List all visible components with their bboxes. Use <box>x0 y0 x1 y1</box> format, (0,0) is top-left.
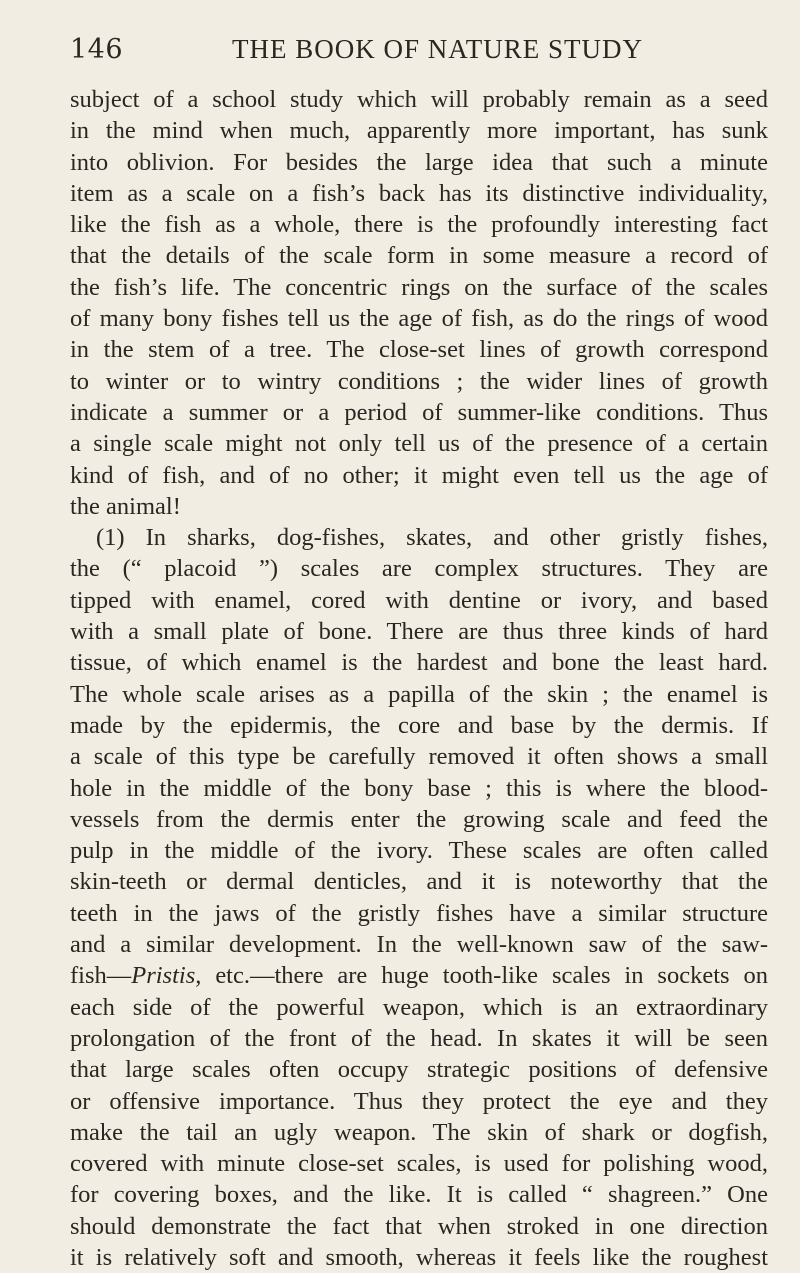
text-line: a scale of this type be carefully removed it often shows a small <box>70 743 768 771</box>
text-line: tipped with enamel, cored with dentine or ivory, and based <box>70 586 768 614</box>
page-number: 146 <box>70 34 124 65</box>
text-line: teeth in the jaws of the gristly fishes have a similar structure <box>70 899 768 927</box>
text-line: the (“ placoid ”) scales are complex structures. They are <box>70 555 768 583</box>
text-line: skin-teeth or dermal denticles, and it is noteworthy that the <box>70 868 768 896</box>
text-line: or offensive importance. Thus they protect the eye and they <box>70 1087 768 1115</box>
text-line: in the mind when much, apparently more important, has sunk <box>70 117 768 145</box>
text-line: it is relatively soft and smooth, whereas it feels like the roughest <box>70 1243 768 1271</box>
text-line: hole in the middle of the bony base ; this is where the blood- <box>70 774 768 802</box>
text-line: the animal! <box>70 492 181 520</box>
text-line: item as a scale on a fish’s back has its distinctive individuality, <box>70 179 768 207</box>
page-header <box>70 34 770 74</box>
text-line: make the tail an ugly weapon. The skin of shark or dogfish, <box>70 1118 768 1146</box>
text-line: for covering boxes, and the like. It is called “ shagreen.” One <box>70 1181 768 1209</box>
running-title: THE BOOK OF NATURE STUDY <box>232 34 644 64</box>
text-line: kind of fish, and of no other; it might even tell us the age of <box>70 461 768 489</box>
text-line: pulp in the middle of the ivory. These scales are often called <box>70 837 768 865</box>
text-line: like the fish as a whole, there is the profoundly interesting fact <box>70 211 768 239</box>
text-line: each side of the powerful weapon, which is an extraordinary <box>70 993 768 1021</box>
text-line: in the stem of a tree. The close-set lines of growth correspond <box>70 336 768 364</box>
genus-name-italic: Pristis, <box>131 962 202 990</box>
text-line: into oblivion. For besides the large idea that such a minute <box>70 148 768 176</box>
text-line: prolongation of the front of the head. In skates it will be seen <box>70 1024 768 1052</box>
text-line: (1) In sharks, dog-fishes, skates, and other gristly fishes, <box>96 524 768 552</box>
text-line: of many bony fishes tell us the age of fish, as do the rings of wood <box>70 305 768 333</box>
text-line: tissue, of which enamel is the hardest and bone the least hard. <box>70 649 768 677</box>
text-line: that large scales often occupy strategic positions of defensive <box>70 1056 768 1084</box>
text-line: vessels from the dermis enter the growing scale and feed the <box>70 805 768 833</box>
text-line: a single scale might not only tell us of the presence of a certain <box>70 430 768 458</box>
text-line: the fish’s life. The concentric rings on the surface of the scales <box>70 273 768 301</box>
body-text <box>70 84 768 1273</box>
text-line: The whole scale arises as a papilla of the skin ; the enamel is <box>70 680 768 708</box>
text-fragment: fish— <box>70 962 132 990</box>
text-line: should demonstrate the fact that when stroked in one direction <box>70 1212 768 1240</box>
text-line: indicate a summer or a period of summer-like conditions. Thus <box>70 398 768 426</box>
text-line: covered with minute close-set scales, is used for polishing wood, <box>70 1150 768 1178</box>
text-line: with a small plate of bone. There are thus three kinds of hard <box>70 618 768 646</box>
text-line-pristis <box>70 960 768 991</box>
text-line: subject of a school study which will probably remain as a seed <box>70 86 768 113</box>
text-fragment: etc.—there are huge tooth-like scales in sockets on <box>201 962 768 990</box>
text-line: made by the epidermis, the core and base by the dermis. If <box>70 711 768 739</box>
text-line: to winter or to wintry conditions ; the wider lines of growth <box>70 367 768 395</box>
text-line: that the details of the scale form in some measure a record of <box>70 242 768 270</box>
text-line: and a similar development. In the well-known saw of the saw- <box>70 931 768 959</box>
